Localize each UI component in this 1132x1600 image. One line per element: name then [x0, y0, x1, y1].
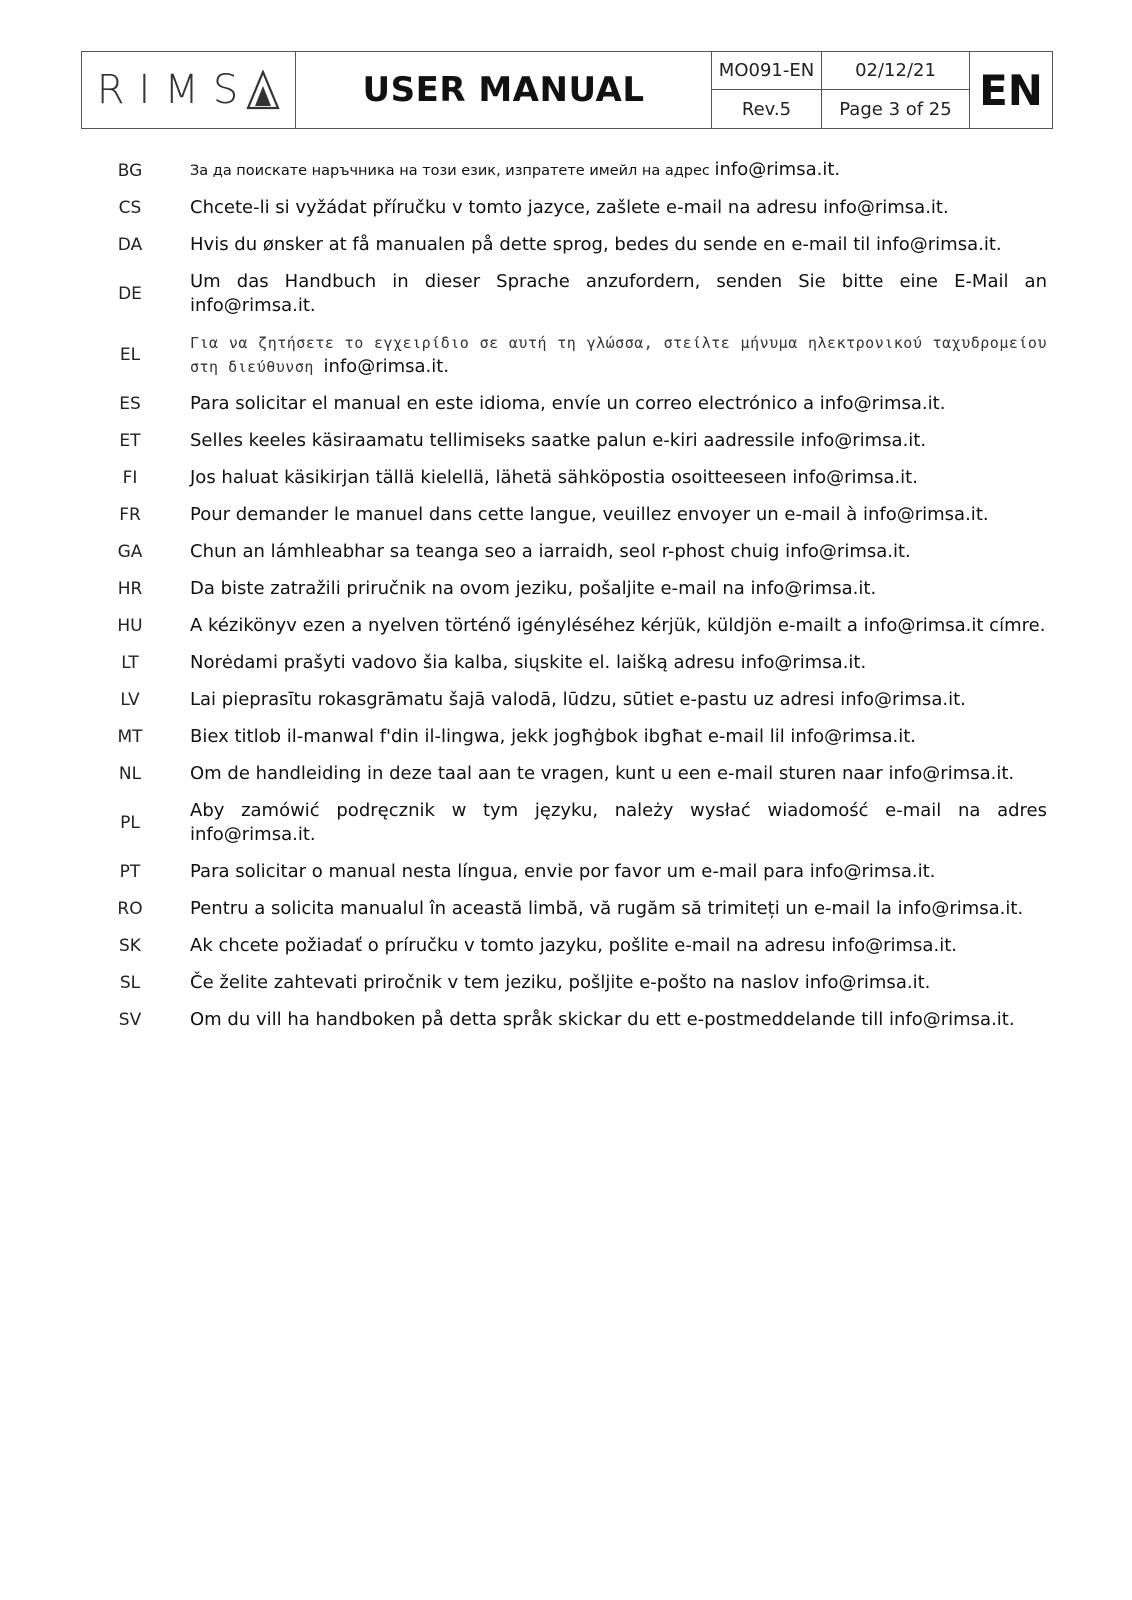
language-code: BG	[117, 160, 143, 181]
list-item	[100, 233, 1050, 257]
language-code: HR	[117, 579, 143, 599]
date-cell	[822, 52, 970, 90]
request-text: Hvis du ønsker at få manualen på dette sprog, bedes du sende en e-mail til info@rimsa.it.	[190, 234, 1002, 255]
language-code: MT	[117, 727, 143, 747]
list-item	[100, 577, 1050, 601]
doc-date: 02/12/21	[855, 60, 936, 81]
list-item	[100, 540, 1050, 564]
document-title: USER MANUAL	[362, 70, 645, 110]
request-text: Om de handleiding in deze taal aan te vragen, kunt u een e-mail sturen naar info@rimsa.it.	[190, 763, 1015, 784]
request-text: Aby zamówić podręcznik w tym języku, należy wysłać wiadomość e-mail na adres info@rimsa.it.	[190, 800, 1047, 845]
language-cell	[970, 52, 1052, 128]
language-code: LT	[121, 653, 139, 673]
list-item	[100, 429, 1050, 453]
list-item	[100, 762, 1050, 786]
language-code: NL	[118, 764, 142, 784]
request-text: Ak chcete požiadať o príručku v tomto jazyku, pošlite e-mail na adresu info@rimsa.it.	[190, 935, 957, 956]
list-item	[100, 196, 1050, 220]
language-code: ET	[119, 431, 141, 451]
language-code: SK	[119, 936, 141, 956]
language-code: CS	[118, 198, 142, 218]
request-text: Selles keeles käsiraamatu tellimiseks saatke palun e-kiri aadressile info@rimsa.it.	[190, 430, 927, 451]
page-number-cell	[822, 90, 970, 128]
request-text: Biex titlob il-manwal f'din il-lingwa, jekk jogħġbok ibgħat e-mail lil info@rimsa.it.	[190, 726, 917, 747]
list-item	[100, 688, 1050, 712]
request-text: Um das Handbuch in dieser Sprache anzufordern, senden Sie bitte eine E-Mail an info@rimsa.it.	[190, 271, 1047, 316]
request-text: A kézikönyv ezen a nyelven történő igényléséhez kérjük, küldjön e-mailt a info@rimsa.it címre.	[190, 615, 1046, 636]
language-code: ES	[119, 394, 141, 414]
logo-text: RIMS	[96, 67, 253, 113]
language-code: PT	[119, 862, 141, 882]
language-code: SV	[118, 1010, 142, 1030]
request-text: Pentru a solicita manualul în această limbă, vă rugăm să trimiteți un e-mail la info@rimsa.it.	[190, 898, 1024, 919]
language-code: FR	[119, 505, 141, 525]
request-text: Para solicitar o manual nesta língua, envie por favor um e-mail para info@rimsa.it.	[190, 861, 936, 882]
list-item	[100, 466, 1050, 490]
list-item	[100, 897, 1050, 921]
language-code: DA	[117, 235, 143, 255]
list-item	[100, 158, 1050, 183]
request-text: Jos haluat käsikirjan tällä kielellä, lähetä sähköpostia osoitteeseen info@rimsa.it.	[190, 467, 918, 488]
list-item	[100, 860, 1050, 884]
request-text: Pour demander le manuel dans cette langue, veuillez envoyer un e-mail à info@rimsa.it.	[190, 504, 989, 525]
list-item	[100, 614, 1050, 638]
request-text: Para solicitar el manual en este idioma, envíe un correo electrónico a info@rimsa.it.	[190, 393, 946, 414]
request-text: Da biste zatražili priručnik na ovom jeziku, pošaljite e-mail na info@rimsa.it.	[190, 578, 877, 599]
revision: Rev.5	[741, 98, 792, 120]
request-text: Lai pieprasītu rokasgrāmatu šajā valodā, lūdzu, sūtiet e-pastu uz adresi info@rimsa.it.	[190, 689, 966, 710]
language-code: EL	[119, 345, 141, 365]
language-code: HU	[117, 616, 143, 636]
language-code: RO	[117, 899, 143, 919]
language-code: FI	[122, 468, 138, 488]
document-header	[81, 51, 1053, 129]
language-code: LV	[120, 690, 140, 710]
request-body: За да поискате наръчника на този език, изпратете имейл на адрес	[190, 163, 715, 179]
request-body: Για να ζητήσετε το εγχειρίδιο σε αυτή τη γλώσσα, στείλτε μήνυμα ηλεκτρονικού ταχυδρομείου στη διεύθυνση	[190, 334, 1047, 376]
request-text: Chun an lámhleabhar sa teanga seo a iarraidh, seol r-phost chuig info@rimsa.it.	[190, 541, 911, 562]
doc-code: MO091-EN	[718, 60, 815, 81]
email-address: info@rimsa.it.	[323, 356, 450, 377]
request-text: Chcete-li si vyžádat příručku v tomto jazyce, zašlete e-mail na adresu info@rimsa.it.	[190, 197, 949, 218]
language-code: DE	[118, 284, 142, 304]
language-code: EN	[979, 65, 1043, 115]
logo-cell	[82, 52, 296, 128]
request-text: Om du vill ha handboken på detta språk skickar du ett e-postmeddelande till info@rimsa.it.	[190, 1009, 1015, 1030]
revision-cell	[712, 90, 822, 128]
list-item	[100, 971, 1050, 995]
request-text	[190, 331, 1047, 379]
title-cell	[296, 52, 712, 128]
language-code: GA	[117, 542, 143, 562]
request-text	[190, 158, 1047, 183]
rimsa-logo	[97, 67, 281, 113]
list-item	[100, 392, 1050, 416]
list-item	[100, 503, 1050, 527]
logo-triangle-icon	[246, 70, 280, 110]
request-text: Če želite zahtevati priročnik v tem jeziku, pošljite e-pošto na naslov info@rimsa.it.	[190, 972, 931, 993]
list-item	[100, 331, 1050, 379]
page-number: Page 3 of 25	[839, 98, 952, 120]
list-item	[100, 799, 1050, 847]
list-item	[100, 725, 1050, 749]
language-code: SL	[119, 973, 141, 993]
list-item	[100, 934, 1050, 958]
doc-code-cell	[712, 52, 822, 90]
list-item	[100, 270, 1050, 318]
list-item	[100, 1008, 1050, 1032]
email-address: info@rimsa.it.	[714, 159, 841, 180]
request-text: Norėdami prašyti vadovo šia kalba, siųskite el. laišką adresu info@rimsa.it.	[190, 652, 867, 673]
language-request-list	[100, 158, 1050, 1045]
language-code: PL	[120, 813, 140, 833]
list-item	[100, 651, 1050, 675]
